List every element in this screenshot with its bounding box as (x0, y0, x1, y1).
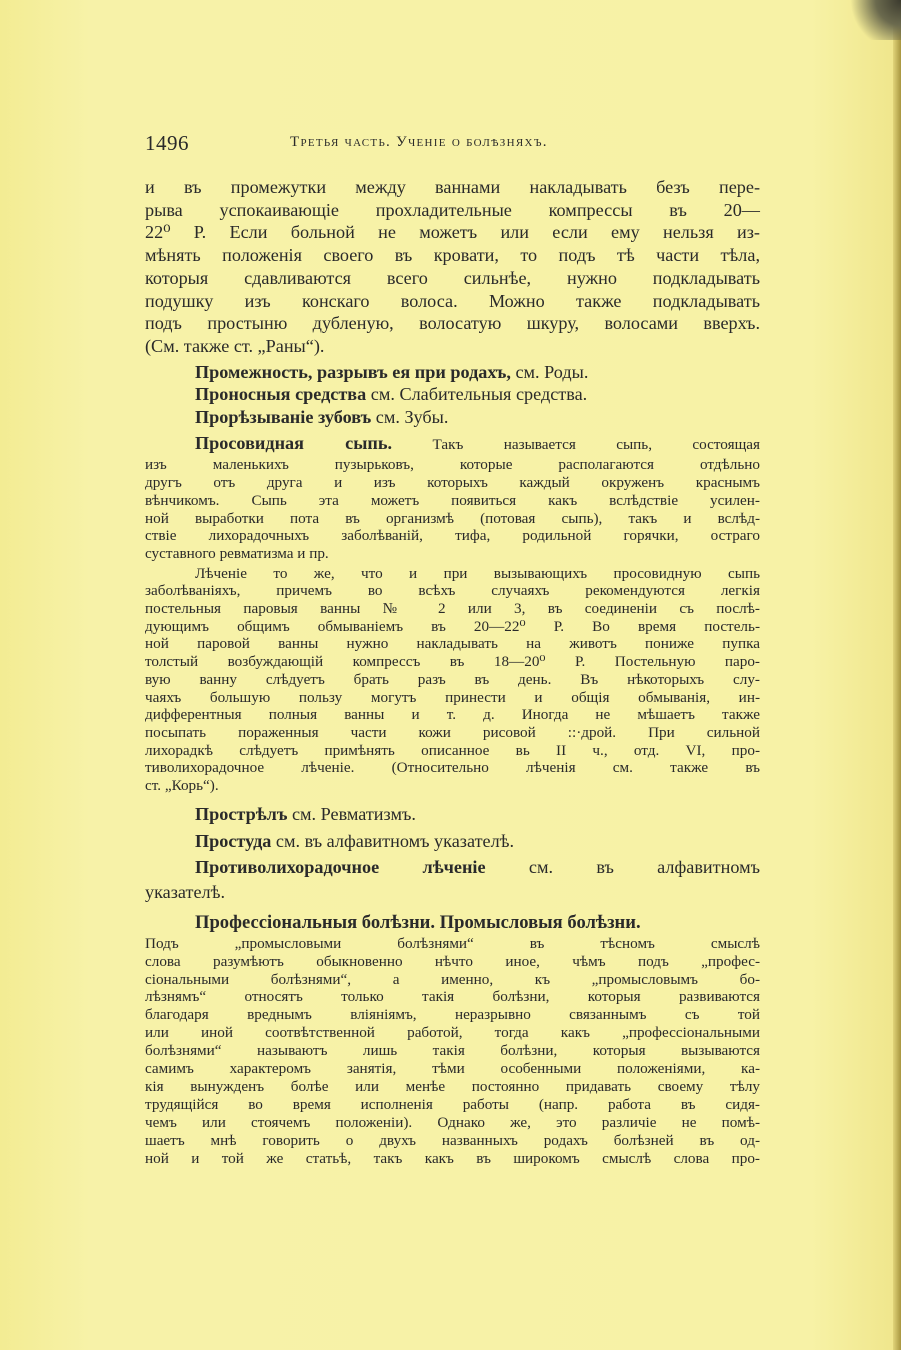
page-body (145, 176, 760, 1168)
entry-reference: см. въ алфавитномъ указателѣ. (271, 830, 515, 851)
treatment-paragraph (145, 565, 760, 795)
text-line: вѣнчикомъ. Сыпь эта можетъ появиться какъ вслѣдствіе усилен- (145, 491, 760, 509)
page-corner-shadow (841, 0, 901, 40)
entry-heading: Простуда (195, 830, 272, 851)
text-line: суставного ревматизма и пр. (145, 544, 329, 562)
text-line: ст. „Корь“). (145, 777, 219, 795)
text-line: которыя сдавливаются всего сильнѣе, нужно подкладывать (145, 267, 760, 288)
entry-professional (145, 911, 760, 1168)
text-line: тиволихорадочное лѣченіе. (Относительно лѣченія см. также въ (145, 759, 760, 777)
text-line: болѣзнями“ называютъ лишь такія болѣзни, которыя вызываются (145, 1042, 760, 1060)
entry-reference: см. Ревматизмъ. (287, 803, 416, 824)
text-line: посыпать пораженныя части кожи рисовой ::·дрой. При сильной (145, 723, 760, 741)
entry-pronosnye (145, 383, 760, 406)
entry-prostrel (145, 801, 760, 828)
text-line: слова разумѣютъ обыкновенно нѣчто иное, чѣмъ подъ „профес- (145, 952, 760, 970)
text-line: и въ промежутки между ваннами накладывать безъ пере- (145, 177, 760, 197)
entry-prosovidnaya (145, 432, 760, 562)
entry-promezhnost (145, 361, 760, 384)
text-line: кія вынужденъ болѣе или менѣе постоянно придавать своему тѣлу (145, 1078, 760, 1096)
text-line: чемъ или стоячемъ положеніи). Однако же, это различіе не помѣ- (145, 1113, 760, 1131)
entry-heading: Проносныя средства (195, 384, 367, 405)
text-line: благодаря вреднымъ вліяніямъ, неразрывно связаннымъ съ той (145, 1006, 760, 1024)
entry-reference: см. Зубы. (371, 406, 449, 427)
entry-antifever (145, 855, 760, 905)
text-line: 22⁰ Р. Если больной не можетъ или если ему нельзя из- (145, 222, 760, 243)
text-line: ной выработки пота въ организмѣ (потовая сыпь), такъ и вслѣд- (145, 509, 760, 527)
text-line: подушку изъ конскаго волоса. Можно также подкладывать (145, 290, 760, 311)
entry-heading: Промежность, разрывъ ея при родахъ, (195, 361, 511, 382)
text-line: дующимъ общимъ обмываніемъ въ 20—22⁰ Р. Во время постель- (145, 617, 760, 635)
entry-heading: Прорѣзываніе зубовъ (195, 406, 372, 427)
entry-heading: Профессіональныя болѣзни. Промысловыя болѣзни. (195, 911, 641, 933)
entry-reference: см. Слабительныя средства. (366, 384, 588, 405)
text-line: дифферентныя полныя ванны и т. д. Иногда не мѣшаетъ также (145, 706, 760, 724)
text-line: подъ простыню дубленую, волосатую шкуру, волосами вверхъ. (145, 313, 760, 334)
text-line: Подъ „промысловыми болѣзнями“ въ тѣсномъ смыслѣ (145, 934, 760, 952)
text-line: толстый возбуждающій компрессъ въ 18—20⁰ Р. Постельную паро- (145, 653, 760, 671)
text-line: ной и той же статьѣ, такъ какъ въ широкомъ смыслѣ слова про- (145, 1149, 760, 1167)
entry-prostuda (145, 828, 760, 855)
text-line: постельныя паровыя ванны № 2 или 3, въ соединеніи съ послѣ- (145, 600, 760, 618)
text-line: самимъ характеромъ занятія, тѣми особенными положеніями, ка- (145, 1060, 760, 1078)
page-header (145, 131, 765, 155)
entry-prorezyvanie (145, 406, 760, 429)
text-line: шаетъ мнѣ говорить о двухъ названныхъ родахъ болѣзней въ од- (145, 1131, 760, 1149)
entry-heading: Просовидная сыпь. (195, 433, 393, 454)
running-title: Третья часть. Ученіе о болѣзняхъ. (290, 134, 548, 150)
text-line: ной паровой ванны нужно накладывать на животъ пониже пупка (145, 635, 760, 653)
entry-heading: Прострѣлъ (195, 803, 288, 824)
intro-paragraph (145, 176, 760, 358)
text-line: рыва успокаивающіе прохладительные компрессы въ 20— (145, 199, 760, 220)
entry-heading: Противолихорадочное лѣченіе (195, 856, 486, 877)
text-line: другъ отъ друга и изъ которыхъ каждый окруженъ краснымъ (145, 474, 760, 492)
text-line: ствіе лихорадочныхъ заболѣваній, тифа, родильной горячки, остраго (145, 527, 760, 545)
text-line: лѣзнямъ“ относятъ только такія болѣзни, которыя развиваются (145, 988, 760, 1006)
entry-reference: см. Роды. (510, 361, 589, 382)
text-line: вую ванну слѣдуетъ брать разъ въ день. Въ нѣкоторыхъ слу- (145, 670, 760, 688)
entry-reference: см. въ алфавитномъ (485, 856, 760, 877)
text-line: сіональными болѣзнями“, а именно, къ „промысловымъ бо- (145, 970, 760, 988)
text-line: трудящійся во время исполненія работы (напр. работа въ сидя- (145, 1095, 760, 1113)
text-line: Лѣченіе то же, что и при вызывающихъ просовидную сыпь (195, 564, 760, 582)
text-line: мѣнять положенія своего въ кровати, то подъ тѣ части тѣла, (145, 245, 760, 266)
text-line: заболѣваніяхъ, причемъ во всѣхъ случаяхъ рекомендуются легкія (145, 582, 760, 600)
text-line: лихорадкѣ слѣдуетъ примѣнять описанное вь II ч., отд. VI, про- (145, 741, 760, 759)
text-line: чаяхъ большую пользу могутъ принести и общія обмыванія, ин- (145, 688, 760, 706)
entry-text: Такъ называется сыпь, состоящая (392, 436, 761, 454)
text-line: указателѣ. (145, 881, 226, 902)
page-number: 1496 (145, 131, 189, 155)
text-line: (См. также ст. „Раны“). (145, 335, 325, 356)
text-line: изъ маленькихъ пузырьковъ, которые располагаются отдѣльно (145, 456, 760, 474)
text-line: или иной соотвѣтственной работой, тогда какъ „профессіональными (145, 1024, 760, 1042)
text-line (145, 855, 760, 880)
page-edge (893, 0, 901, 1350)
